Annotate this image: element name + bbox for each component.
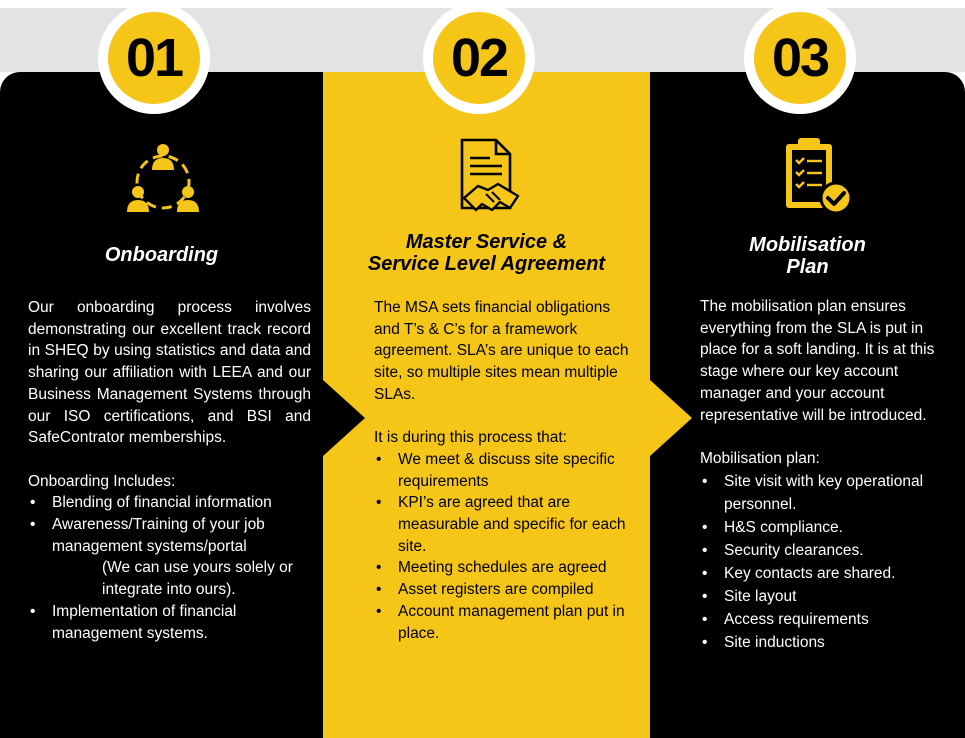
flow-arrow <box>650 380 692 456</box>
team-cycle-icon <box>123 140 203 221</box>
list-item: • Awareness/Training of your job management systems/portal (We can use yours solely or integrate into ours). <box>28 514 311 601</box>
step-title: Master Service & Service Level Agreement <box>367 231 606 275</box>
step-body <box>700 296 958 654</box>
list-item: • Key contacts are shared. <box>700 562 958 585</box>
list-item: • Implementation of financial management systems. <box>28 601 311 644</box>
step-title: Onboarding <box>104 244 219 266</box>
step-msa-sla-panel <box>323 72 650 738</box>
step-body <box>374 297 632 644</box>
list-item: • We meet & discuss site specific requirements <box>374 449 632 492</box>
list-heading: It is during this process that: <box>374 429 567 447</box>
step-intro: Our onboarding process involves demonstrating our excellent track record in SHEQ by using statistics and data and sharing our affiliation with LEEA and our Business Management Systems through our ISO certifications, and BSI and SafeContrator memberships. <box>28 299 311 447</box>
list-item: • Account management plan put in place. <box>374 601 632 644</box>
step-intro: The MSA sets financial obligations and T’s & C’s for a framework agreement. SLA’s are unique to each site, so multiple sites mean multiple SLAs. <box>374 299 629 403</box>
list-item: • Blending of financial information <box>28 492 311 514</box>
step-number-badge: 02 <box>423 2 535 114</box>
flow-arrow <box>323 380 365 456</box>
step-intro: The mobilisation plan ensures everything from the SLA is put in place for a soft landing. It is at this stage where our key account manager and your account representative will be introduced. <box>700 298 935 424</box>
list-item: • Meeting schedules are agreed <box>374 557 632 579</box>
list-item: • Access requirements <box>700 608 958 631</box>
list-item: • KPI’s are agreed that are measurable and specific for each site. <box>374 492 632 557</box>
list-heading: Mobilisation plan: <box>700 449 820 467</box>
list-heading: Onboarding Includes: <box>28 472 176 490</box>
list-item: • Site visit with key operational personnel. <box>700 470 958 516</box>
list-item: • Site layout <box>700 585 958 608</box>
step-mobilisation-panel <box>650 72 965 738</box>
list-item: • Security clearances. <box>700 539 958 562</box>
step-body <box>28 297 311 644</box>
clipboard-check-icon <box>780 134 856 221</box>
list-item: • Site inductions <box>700 631 958 654</box>
list-item-note: (We can use yours solely or integrate into ours). <box>102 559 293 599</box>
step-title: Mobilisation Plan <box>749 234 866 278</box>
step-onboarding-panel <box>0 72 323 738</box>
list-item: • Asset registers are compiled <box>374 579 632 601</box>
step-number-badge: 01 <box>98 2 210 114</box>
list-item: • H&S compliance. <box>700 516 958 539</box>
step-number-badge: 03 <box>744 2 856 114</box>
agreement-handshake-icon <box>456 138 526 221</box>
